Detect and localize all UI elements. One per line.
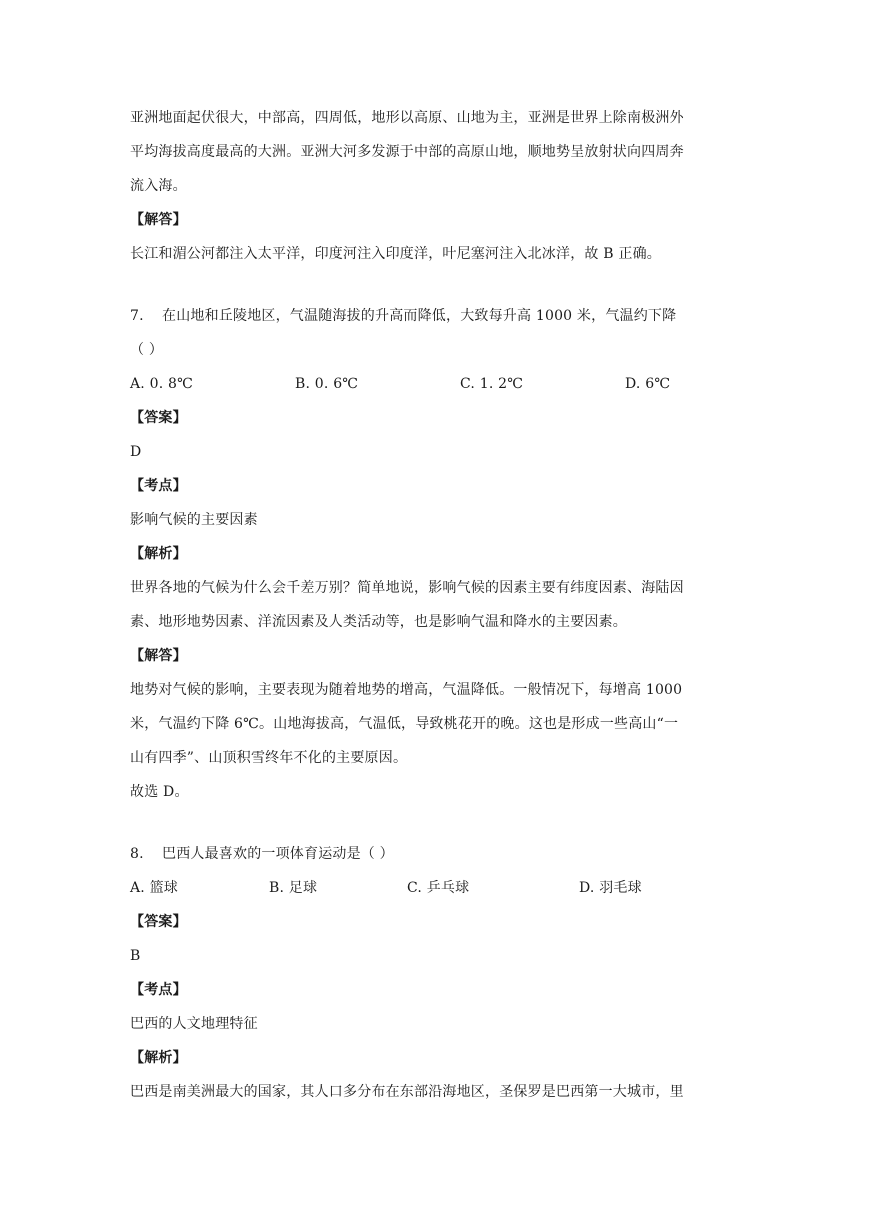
- q8-option-c: C. 乒乓球: [407, 880, 470, 896]
- q8-stem: [130, 837, 740, 871]
- q8-option-d: D. 羽毛球: [579, 880, 642, 896]
- q8-options: [130, 871, 740, 905]
- q7-topic: 影响气候的主要因素: [130, 512, 258, 528]
- q8-number: 8.: [130, 846, 144, 862]
- q8-option-a: A. 篮球: [130, 880, 179, 896]
- q7-option-d: D. 6℃: [625, 376, 671, 392]
- q7-answer: D: [130, 444, 142, 460]
- q7-analysis-heading: 【解析】: [130, 546, 187, 562]
- q7-solution-line: 故选 D。: [130, 784, 189, 800]
- q7-stem-blank: （ ）: [130, 342, 164, 358]
- q7-option-a: A. 0. 8℃: [130, 376, 193, 392]
- q7-solution-line: 山有四季”、山顶积雪终年不化的主要原因。: [130, 750, 408, 766]
- q7-stem: [130, 299, 740, 333]
- q6-solution-line: 长江和湄公河都注入太平洋，印度河注入印度洋，叶尼塞河注入北冰洋，故 B 正确。: [130, 246, 661, 262]
- document-page: [130, 101, 740, 1109]
- q7-option-b: B. 0. 6℃: [295, 376, 359, 392]
- q8-topic: 巴西的人文地理特征: [130, 1016, 258, 1032]
- q8-answer-heading: 【答案】: [130, 914, 187, 930]
- q7-solution-heading: 【解答】: [130, 648, 187, 664]
- q8-analysis-heading: 【解析】: [130, 1050, 187, 1066]
- q7-stem-text: 在山地和丘陵地区，气温随海拔的升高而降低，大致每升高 1000 米，气温约下降: [162, 308, 677, 324]
- q7-analysis-line: 素、地形地势因素、洋流因素及人类活动等，也是影响气温和降水的主要因素。: [130, 614, 627, 630]
- q6-analysis-line: 平均海拔高度最高的大洲。亚洲大河多发源于中部的高原山地，顺地势呈放射状向四周奔: [130, 144, 684, 160]
- q8-answer: B: [130, 948, 141, 964]
- q8-stem-text: 巴西人最喜欢的一项体育运动是（ ）: [162, 846, 394, 862]
- q6-solution-heading: 【解答】: [130, 212, 187, 228]
- q7-number: 7.: [130, 308, 144, 324]
- q7-options: [130, 367, 740, 401]
- q8-option-b: B. 足球: [269, 880, 318, 896]
- q7-solution-line: 米，气温约下降 6℃。山地海拔高，气温低，导致桃花开的晚。这也是形成一些高山“一: [130, 716, 679, 732]
- q7-option-c: C. 1. 2℃: [460, 376, 524, 392]
- q7-topic-heading: 【考点】: [130, 478, 187, 494]
- q8-analysis-line: 巴西是南美洲最大的国家，其人口多分布在东部沿海地区，圣保罗是巴西第一大城市，里: [130, 1084, 684, 1100]
- question-spacer: [130, 809, 740, 837]
- q7-solution-line: 地势对气候的影响，主要表现为随着地势的增高，气温降低。一般情况下，每增高 1000: [130, 682, 683, 698]
- q7-answer-heading: 【答案】: [130, 410, 187, 426]
- question-spacer: [130, 271, 740, 299]
- q8-topic-heading: 【考点】: [130, 982, 187, 998]
- q6-analysis-line: 亚洲地面起伏很大，中部高，四周低，地形以高原、山地为主，亚洲是世界上除南极洲外: [130, 110, 684, 126]
- q6-analysis-line: 流入海。: [130, 178, 187, 194]
- q7-analysis-line: 世界各地的气候为什么会千差万别？简单地说，影响气候的因素主要有纬度因素、海陆因: [130, 580, 684, 596]
